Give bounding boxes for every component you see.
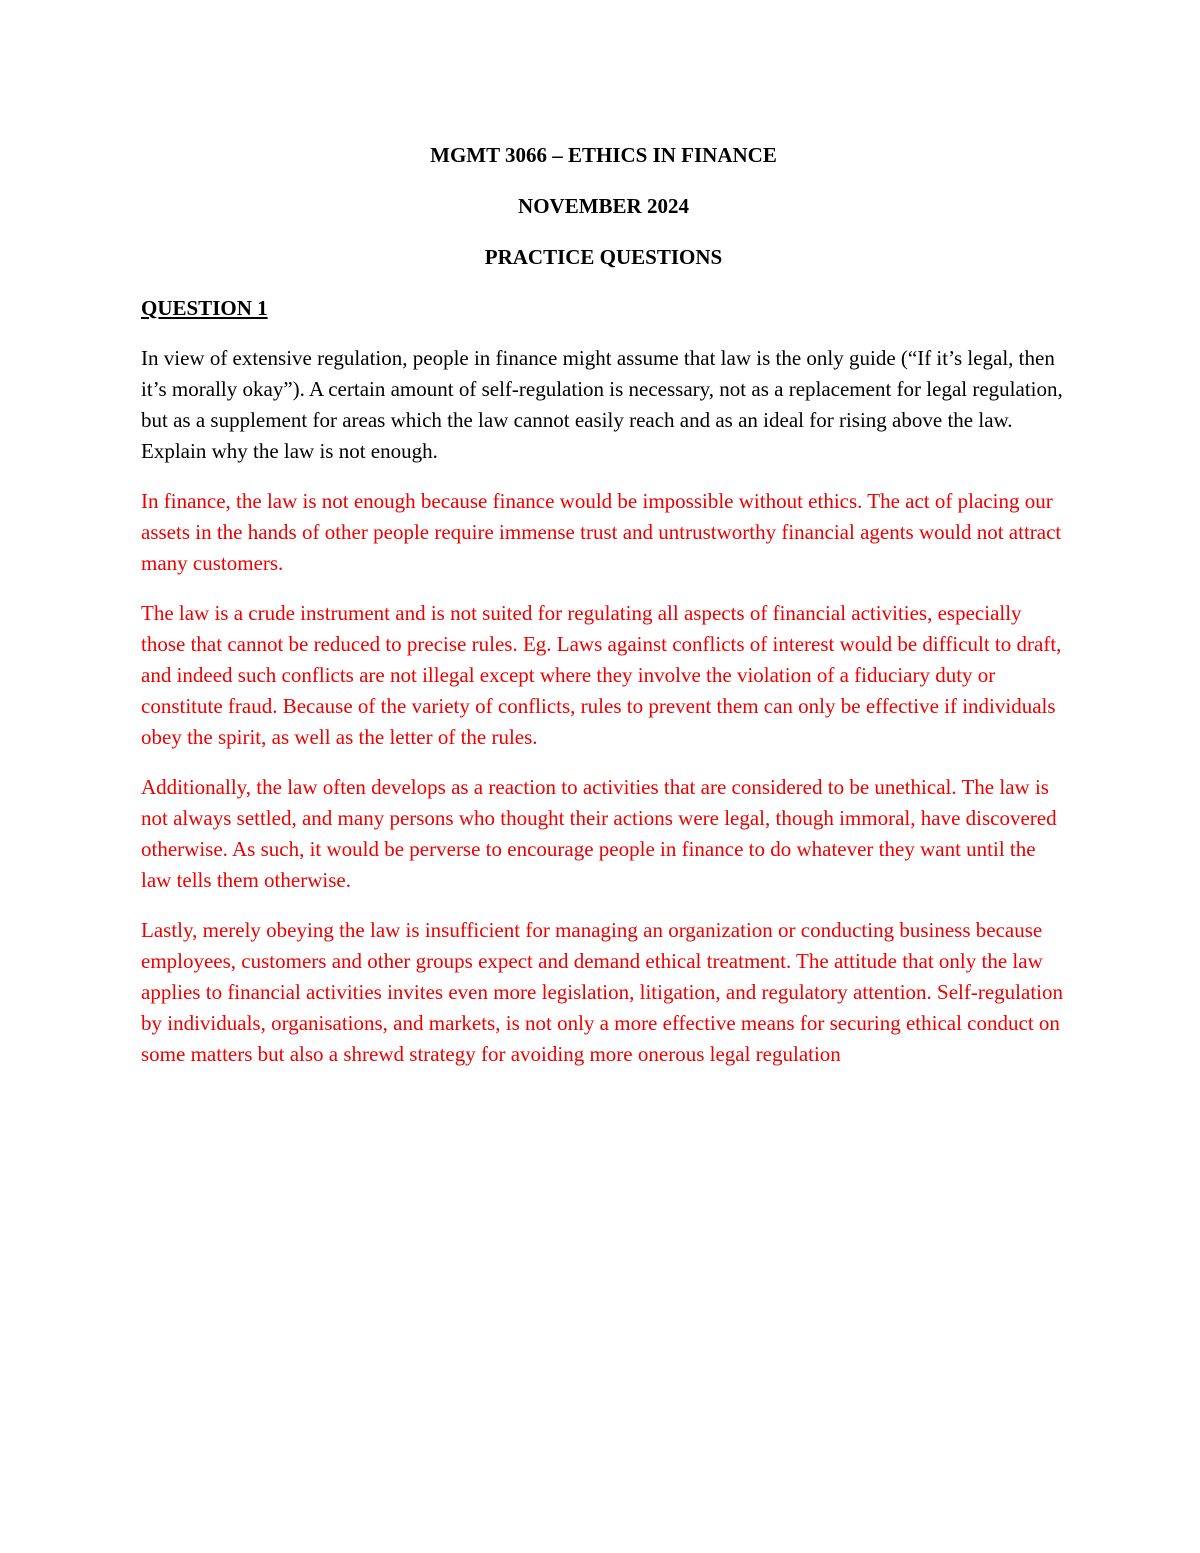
answer-paragraph-4: Lastly, merely obeying the law is insufficient for managing an organization or conducting business because employees, customers and other groups expect and demand ethical treatment. The attitude that only the law applies to financial activities invites even more legislation, litigation, and regulatory attention. Self-regulation by individuals, organisations, and markets, is not only a more effective means for securing ethical conduct on some matters but also a shrewd strategy for avoiding more onerous legal regulation [141, 918, 1063, 1066]
page-content [141, 140, 1066, 1089]
answer-paragraph-1: In finance, the law is not enough because finance would be impossible without ethics. The act of placing our assets in the hands of other people require immense trust and untrustworthy financial agents would not attract many customers. [141, 489, 1062, 575]
answer-paragraph-2: The law is a crude instrument and is not suited for regulating all aspects of financial activities, especially those that cannot be reduced to precise rules. Eg. Laws against conflicts of interest would be difficult to draft, and indeed such conflicts are not illegal except where they involve the violation of a fiduciary duty or constitute fraud. Because of the variety of conflicts, rules to prevent them can only be effective if individuals obey the spirit, as well as the letter of the rules. [141, 601, 1062, 749]
course-title: MGMT 3066 – ETHICS IN FINANCE [430, 143, 777, 167]
document-date: NOVEMBER 2024 [518, 194, 689, 218]
question-1-title: QUESTION 1 [141, 296, 268, 320]
question-1-prompt: In view of extensive regulation, people in finance might assume that law is the only guide (“If it’s legal, then it’s morally okay”). A certain amount of self-regulation is necessary, not as a replacement for legal regulation, but as a supplement for areas which the law cannot easily reach and as an ideal for rising above the law. Explain why the law is not enough. [141, 346, 1063, 463]
document-subtitle: PRACTICE QUESTIONS [484, 245, 723, 269]
answer-paragraph-3: Additionally, the law often develops as a reaction to activities that are considered to be unethical. The law is not always settled, and many persons who thought their actions were legal, though immoral, have discovered otherwise. As such, it would be perverse to encourage people in finance to do whatever they want until the law tells them otherwise. [141, 775, 1057, 892]
